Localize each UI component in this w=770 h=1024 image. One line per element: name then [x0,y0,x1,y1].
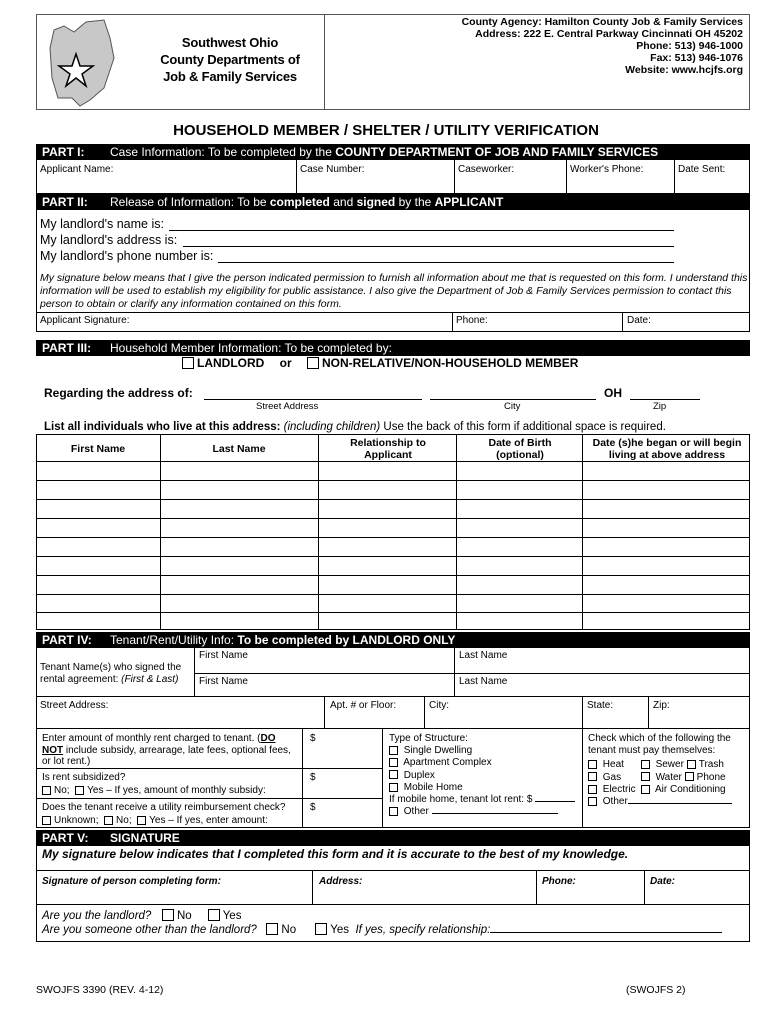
non-relative-checkbox[interactable] [307,357,319,369]
table-row[interactable] [36,594,750,595]
structure-type: Type of Structure: Single Dwelling Apartment Complex Duplex Mobile Home If mobile home, tenant lot rent: $ Other [389,733,575,818]
trash-checkbox[interactable] [687,760,696,769]
regarding-label: Regarding the address of: [44,386,193,400]
tenant-zip-field[interactable]: Zip: [653,700,670,711]
signature-field[interactable]: Signature of person completing form: [42,876,221,887]
single-dwelling-checkbox[interactable] [389,746,398,755]
is-landlord-no-checkbox[interactable] [162,909,174,921]
applicant-name-field[interactable]: Applicant Name: [40,164,114,175]
lot-rent-input[interactable] [535,801,575,802]
sewer-checkbox[interactable] [641,760,650,769]
page-number: (SWOJFS 2) [626,984,686,996]
part5-bar: PART V: SIGNATURE [36,830,750,846]
applicant-phone-field[interactable]: Phone: [456,315,488,326]
signer-phone-field[interactable]: Phone: [542,876,576,887]
state-oh: OH [604,386,622,400]
col-relationship: Relationship to Applicant [350,437,426,461]
applicant-signature-field[interactable]: Applicant Signature: [40,315,130,326]
subsidy-no-checkbox[interactable] [42,786,51,795]
part3-bar: PART III: Household Member Information: To be completed by: [36,340,750,356]
reimbursement-question: Does the tenant receive a utility reimbursement check? Unknown; No; Yes – If yes, enter amount: [42,802,286,826]
part2-bar: PART II: Release of Information: To be completed and signed by the APPLICANT [36,194,750,210]
table-row[interactable] [36,612,750,613]
gas-checkbox[interactable] [588,772,597,781]
header-divider [324,14,325,110]
landlord-name-label: My landlord's name is: [40,217,164,231]
completed-by-options: LANDLORD or NON-RELATIVE/NON-HOUSEHOLD MEMBER [182,356,578,370]
tenant2-first-name[interactable]: First Name [199,676,248,687]
case-number-field[interactable]: Case Number: [300,164,365,175]
table-row[interactable] [36,537,750,538]
subsidy-amount-input[interactable]: $ [310,772,316,783]
reimb-no-checkbox[interactable] [104,816,113,825]
air-conditioning-checkbox[interactable] [641,785,650,794]
part1-bar: PART I: Case Information: To be completed by the COUNTY DEPARTMENT OF JOB AND FAMILY SERVICES [36,144,750,160]
subsidized-question: Is rent subsidized? No; Yes – If yes, amount of monthly subsidy: [42,772,266,796]
col-dob: Date of Birth (optional) [488,437,552,461]
street-caption: Street Address [256,401,319,412]
is-other-no-checkbox[interactable] [266,923,278,935]
col-start-date: Date (s)he began or will begin living at above address [592,437,742,461]
is-landlord-yes-checkbox[interactable] [208,909,220,921]
structure-other-input[interactable] [432,813,558,814]
relationship-input[interactable] [490,932,722,933]
monthly-rent-input[interactable]: $ [310,733,316,744]
reimb-unknown-checkbox[interactable] [42,816,51,825]
is-other-yes-checkbox[interactable] [315,923,327,935]
release-statement: My signature below means that I give the person indicated permission to furnish all information about me that is requested on this form. I understand this information will be used to establish my eligibility for public assistance. I also give the Department of Job & Family Services permission to contact this person to obtain or clarify any information contained on this form. [40,272,748,310]
water-checkbox[interactable] [641,772,650,781]
applicant-date-field[interactable]: Date: [627,315,651,326]
landlord-address-label: My landlord's address is: [40,233,178,247]
utility-other-checkbox[interactable] [588,797,597,806]
tenant-street-field[interactable]: Street Address: [40,700,109,711]
landlord-phone-label: My landlord's phone number is: [40,249,214,263]
org-name: Southwest Ohio County Departments of Job & Family Services [160,35,300,84]
landlord-phone-line[interactable] [218,262,674,263]
utilities: Check which of the following the tenant must pay themselves: Heat Sewer Trash Gas Water Phone Electric Air Conditioning Other [588,733,731,808]
reimb-yes-checkbox[interactable] [137,816,146,825]
electric-checkbox[interactable] [588,785,597,794]
tenant-state-field[interactable]: State: [587,700,614,711]
certification-statement: My signature below indicates that I completed this form and it is accurate to the best of my knowledge. [42,847,629,861]
subsidy-yes-checkbox[interactable] [75,786,84,795]
table-row[interactable] [36,499,750,500]
table-row[interactable] [36,480,750,481]
mobile-home-checkbox[interactable] [389,783,398,792]
table-row[interactable] [36,461,750,462]
signer-address-field[interactable]: Address: [319,876,363,887]
utility-other-input[interactable] [628,803,732,804]
part4-bar: PART IV: Tenant/Rent/Utility Info: To be completed by LANDLORD ONLY [36,632,750,648]
heat-checkbox[interactable] [588,760,597,769]
other-question: Are you someone other than the landlord? No Yes If yes, specify relationship: [42,923,722,937]
table-row[interactable] [36,556,750,557]
col-first-name: First Name [70,443,126,455]
tenant1-last-name[interactable]: Last Name [459,650,508,661]
tenant-city-field[interactable]: City: [429,700,449,711]
tenant1-first-name[interactable]: First Name [199,650,248,661]
tenant2-last-name[interactable]: Last Name [459,676,508,687]
page-title: HOUSEHOLD MEMBER / SHELTER / UTILITY VERIFICATION [173,122,599,139]
col-last-name: Last Name [212,443,266,455]
zip-line[interactable] [630,399,700,400]
landlord-checkbox[interactable] [182,357,194,369]
city-line[interactable] [430,399,596,400]
duplex-checkbox[interactable] [389,770,398,779]
tenant-apt-field[interactable]: Apt. # or Floor: [330,700,397,711]
zip-caption: Zip [653,401,667,412]
structure-other-checkbox[interactable] [389,807,398,816]
city-caption: City [504,401,521,412]
household-table [36,434,750,630]
monthly-rent-label: Enter amount of monthly rent charged to tenant. (DO NOT include subsidy, arrearage, late fees, optional fees, or lot rent.) [42,733,291,767]
street-line[interactable] [204,399,422,400]
table-row[interactable] [36,518,750,519]
form-id: SWOJFS 3390 (REV. 4-12) [36,984,164,996]
date-sent-field[interactable]: Date Sent: [678,164,726,175]
caseworker-field[interactable]: Caseworker: [458,164,515,175]
signer-date-field[interactable]: Date: [650,876,676,887]
landlord-address-line[interactable] [183,246,674,247]
landlord-question: Are you the landlord? No Yes [42,910,242,922]
landlord-name-line[interactable] [169,230,674,231]
ohio-logo [44,18,120,108]
apartment-complex-checkbox[interactable] [389,758,398,767]
phone-checkbox[interactable] [685,772,694,781]
list-instructions: List all individuals who live at this address: (including children) Use the back of this form if additional space is required. [44,421,666,433]
worker-phone-field[interactable]: Worker's Phone: [570,164,644,175]
tenant-name-label: Tenant Name(s) who signed the rental agreement: (First & Last) [40,662,182,685]
agency-info: County Agency: Hamilton County Job & Family Services Address: 222 E. Central Parkway Cincinnati OH 45202 Phone: 513) 946-1000 Fax: 513) 946-1076 Website: www.hcjfs.org [461,16,743,76]
reimb-amount-input[interactable]: $ [310,802,316,813]
table-row[interactable] [36,575,750,576]
